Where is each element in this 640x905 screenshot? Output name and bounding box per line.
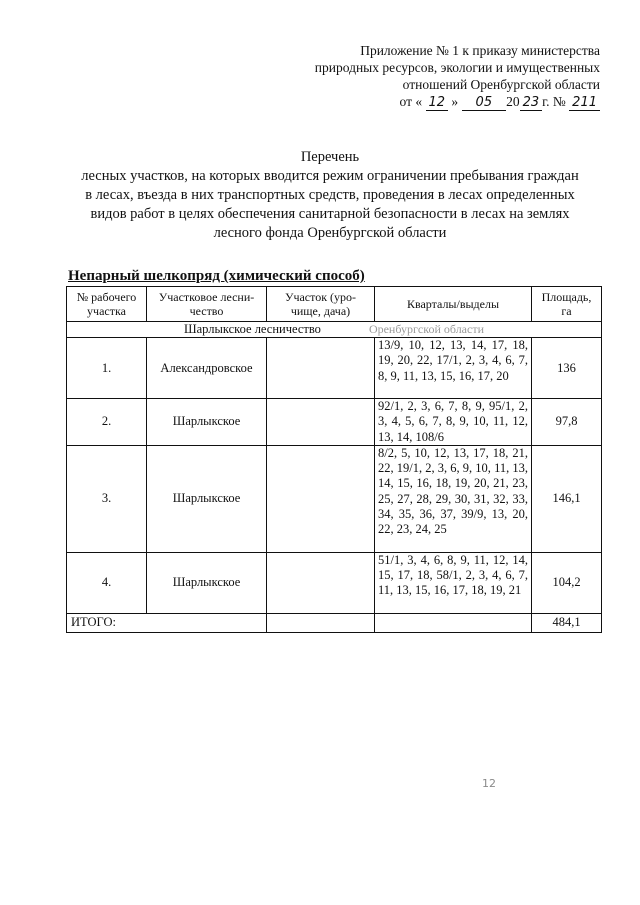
cell-tract: [267, 552, 375, 613]
faint-stamp: 12: [482, 777, 496, 790]
cell-num: 4.: [67, 552, 147, 613]
section-row-cell: [67, 322, 602, 338]
total-empty-cell: [375, 613, 532, 632]
header-tract: Участок (уро-чище, дача): [267, 287, 375, 322]
date-month: 05: [462, 95, 507, 111]
appendix-line: природных ресурсов, экологии и имущественных: [314, 60, 600, 75]
title-line: лесных участков, на которых вводится режим ограничении пребывания граждан: [81, 168, 579, 184]
appendix-line: Приложение № 1 к приказу министерства: [360, 43, 600, 58]
title-line: видов работ в целях обеспечения санитарной безопасности в лесах на землях: [90, 206, 570, 222]
cell-forestry: Александровское: [147, 338, 267, 399]
table-row: [67, 552, 602, 613]
cell-quarters: 51/1, 3, 4, 6, 8, 9, 11, 12, 14, 15, 17, 18, 58/1, 2, 3, 4, 6, 7, 11, 13, 15, 16, 17, 18, 19, 21: [375, 552, 532, 613]
appendix-block: [300, 42, 600, 111]
date-prefix: от «: [399, 94, 423, 109]
table-row: [67, 445, 602, 552]
section-row-ghost-text: Оренбургской области: [368, 322, 485, 336]
total-label: ИТОГО:: [67, 613, 267, 632]
title-line: лесного фонда Оренбургской области: [213, 225, 447, 241]
cell-num: 1.: [67, 338, 147, 399]
total-empty-cell: [267, 613, 375, 632]
cell-forestry: Шарлыкское: [147, 399, 267, 446]
table-header-row: [67, 287, 602, 322]
header-quarters: Кварталы/выделы: [375, 287, 532, 322]
title-heading: Перечень: [300, 149, 360, 165]
cell-area: 97,8: [532, 399, 602, 446]
order-number: 211: [569, 95, 600, 111]
cell-forestry: Шарлыкское: [147, 552, 267, 613]
header-area: Площадь, га: [532, 287, 602, 322]
title-line: в лесах, въезда в них транспортных средств, проведения в лесах определенных: [85, 187, 575, 203]
cell-quarters: 92/1, 2, 3, 6, 7, 8, 9, 95/1, 2, 3, 4, 5, 6, 7, 8, 9, 10, 11, 12, 13, 14, 108/6: [375, 399, 532, 446]
section-title: Непарный шелкопряд (химический способ): [68, 268, 365, 284]
cell-tract: [267, 338, 375, 399]
date-mid: »: [451, 94, 459, 109]
cell-area: 104,2: [532, 552, 602, 613]
cell-quarters: 13/9, 10, 12, 13, 14, 17, 18, 19, 20, 22, 17/1, 2, 3, 4, 6, 7, 8, 9, 11, 13, 15, 16, 17, 20: [375, 338, 532, 399]
section-row-label: Шарлыкское лесничество: [183, 322, 321, 336]
cell-num: 3.: [67, 445, 147, 552]
appendix-line: отношений Оренбургской области: [402, 77, 600, 92]
date-year-suffix: 23: [520, 95, 543, 111]
total-value: 484,1: [532, 613, 602, 632]
cell-quarters: 8/2, 5, 10, 12, 13, 17, 18, 21, 22, 19/1, 2, 3, 6, 9, 10, 11, 13, 14, 15, 16, 18, 19, 20, 21, 23, 25, 27, 28, 29, 30, 31, 32, 33, 34, 35, 36, 37, 39/9, 13, 20, 22, 23, 24, 25: [375, 445, 532, 552]
cell-forestry: Шарлыкское: [147, 445, 267, 552]
date-year-prefix: 20: [506, 94, 520, 109]
cell-area: 136: [532, 338, 602, 399]
number-prefix: г. №: [542, 94, 566, 109]
total-row: [67, 613, 602, 632]
header-forestry: Участковое лесни-чество: [147, 287, 267, 322]
cell-num: 2.: [67, 399, 147, 446]
cell-tract: [267, 399, 375, 446]
appendix-date-line: [300, 93, 600, 111]
cell-area: 146,1: [532, 445, 602, 552]
header-num: № рабочего участка: [67, 287, 147, 322]
table-row: [67, 399, 602, 446]
cell-tract: [267, 445, 375, 552]
table-row: [67, 338, 602, 399]
document-title: [40, 148, 620, 243]
date-day: 12: [426, 95, 449, 111]
forest-plots-table: [66, 286, 602, 633]
section-row: [67, 322, 602, 338]
